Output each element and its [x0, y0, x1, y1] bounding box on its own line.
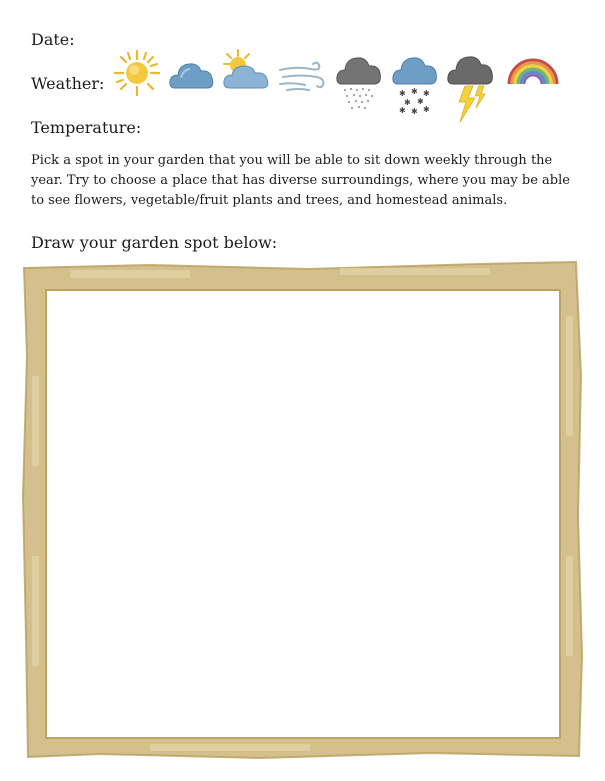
weather-label: Weather:	[31, 74, 105, 93]
svg-text:✱: ✱	[411, 87, 418, 96]
svg-text:✱: ✱	[411, 107, 418, 116]
sun-icon[interactable]	[112, 48, 162, 98]
svg-text:✱: ✱	[399, 89, 406, 98]
watercolor-frame	[10, 256, 595, 766]
wind-icon[interactable]	[277, 60, 327, 94]
rain-icon[interactable]	[335, 52, 383, 114]
svg-text:✱: ✱	[423, 105, 430, 114]
thunderstorm-icon[interactable]	[445, 50, 497, 126]
instructions-text: Pick a spot in your garden that you will be able to sit down weekly through the year. Try to choose a place that has diverse surroundings, where you may be able to see flowers, vegetable/fruit plants and trees, and homestead animals.	[31, 153, 570, 208]
svg-text:✱: ✱	[399, 106, 406, 115]
snow-icon[interactable]	[391, 52, 439, 116]
temperature-label: Temperature:	[31, 118, 142, 137]
svg-text:✱: ✱	[417, 97, 424, 106]
rainbow-icon[interactable]	[505, 50, 561, 86]
cloud-icon[interactable]	[167, 54, 217, 94]
draw-heading: Draw your garden spot below:	[31, 233, 278, 252]
svg-text:✱: ✱	[404, 98, 411, 107]
drawing-area[interactable]	[10, 256, 595, 766]
svg-text:✱: ✱	[423, 89, 430, 98]
partly-cloudy-icon[interactable]	[220, 48, 272, 94]
date-label: Date:	[31, 30, 75, 49]
weather-options	[112, 48, 562, 128]
